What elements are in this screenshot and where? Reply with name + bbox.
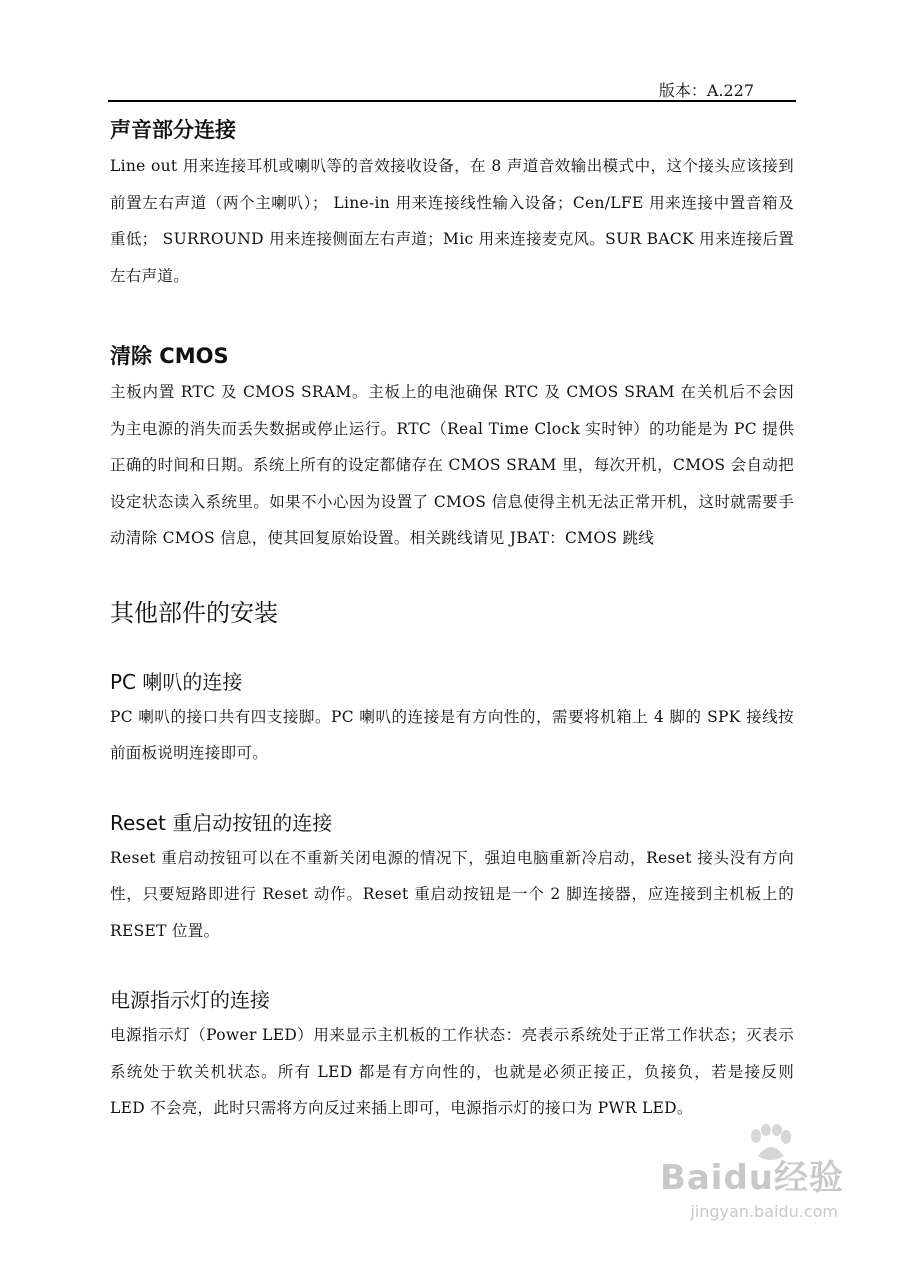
version-label: 版本：A.227 bbox=[658, 81, 754, 100]
cmos-section-title: 清除 CMOS bbox=[110, 344, 229, 368]
reset-section-body: Reset 重启动按钮可以在不重新关闭电源的情况下，强迫电脑重新冷启动，Reset 接头没有方向性，只要短路即进行 Reset 动作。Reset 重启动按钮是一个 2 脚连接器，应连接到主机板上的 RESET 位置。 bbox=[110, 848, 794, 940]
document-content bbox=[110, 112, 794, 1127]
watermark-url: jingyan.baidu.com bbox=[690, 1202, 838, 1221]
other-parts-heading: 其他部件的安装 bbox=[110, 598, 278, 627]
baidu-watermark bbox=[634, 1150, 844, 1240]
power-led-section-body: 电源指示灯（Power LED）用来显示主机板的工作状态：亮表示系统处于正常工作状态；灭表示系统处于软关机状态。所有 LED 都是有方向性的，也就是必须正接正，负接负，若是接反则 LED 不会亮，此时只需将方向反过来插上即可，电源指示灯的接口为 PWR LED。 bbox=[110, 1026, 794, 1117]
watermark-logo: Baidu经验 bbox=[659, 1158, 844, 1198]
cmos-section-body: 主板内置 RTC 及 CMOS SRAM。主板上的电池确保 RTC 及 CMOS SRAM 在关机后不会因为主电源的消失而丢失数据或停止运行。RTC（Real Time Clock 实时钟）的功能是为 PC 提供正确的时间和日期。系统上所有的设定都储存在 CMOS SRAM 里，每次开机，CMOS 会自动把设定状态读入系统里。如果不小心因为设置了 CMOS 信息使得主机无法正常开机，这时就需要手动清除 CMOS 信息，使其回复原始设置。相关跳线请见 JBAT：CMOS 跳线 bbox=[110, 383, 794, 547]
speaker-section-title: PC 喇叭的连接 bbox=[110, 669, 243, 694]
audio-section-body: Line out 用来连接耳机或喇叭等的音效接收设备，在 8 声道音效输出模式中，这个接头应该接到前置左右声道（两个主喇叭）； Line-in 用来连接线性输入设备；Cen/LFE 用来连接中置音箱及重低； SURROUND 用来连接侧面左右声道；Mic 用来连接麦克风。SUR BACK 用来连接后置左右声道。 bbox=[110, 157, 794, 285]
power-led-section-title: 电源指示灯的连接 bbox=[110, 988, 270, 1012]
header-rule bbox=[108, 100, 796, 102]
speaker-section-body: PC 喇叭的接口共有四支接脚。PC 喇叭的连接是有方向性的，需要将机箱上 4 脚的 SPK 接线按前面板说明连接即可。 bbox=[110, 707, 794, 762]
audio-section-title: 声音部分连接 bbox=[110, 118, 236, 142]
reset-section-title: Reset 重启动按钮的连接 bbox=[110, 810, 333, 835]
